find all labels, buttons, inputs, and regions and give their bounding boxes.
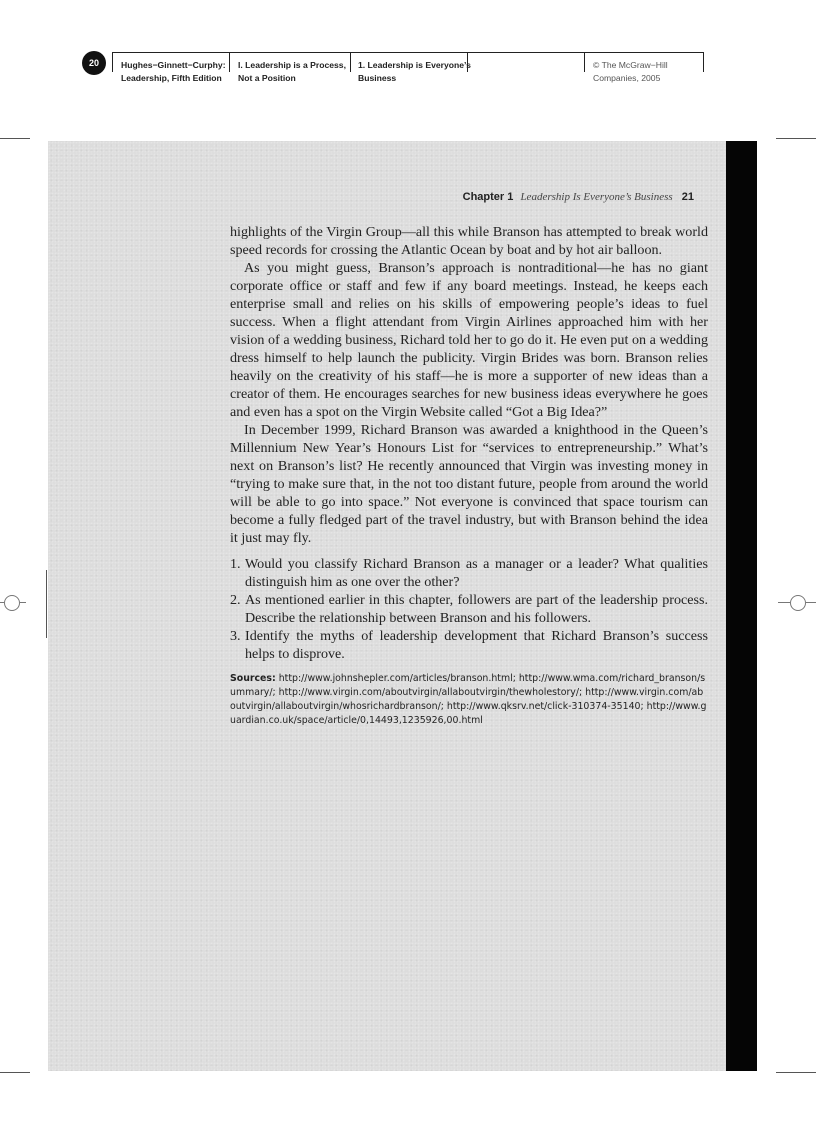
registration-mark-line bbox=[0, 602, 4, 603]
question-number: 3. bbox=[230, 628, 241, 644]
scanned-page bbox=[48, 141, 726, 1071]
registration-mark bbox=[4, 595, 20, 611]
header-copyright-line2: Companies, 2005 bbox=[593, 72, 661, 83]
header-part-line1: I. Leadership is a Process, bbox=[238, 60, 346, 70]
crop-mark bbox=[776, 1072, 816, 1073]
question-number: 2. bbox=[230, 592, 241, 608]
header-divider bbox=[112, 52, 113, 72]
registration-mark-line bbox=[20, 602, 26, 603]
running-head bbox=[463, 191, 694, 203]
header-rule bbox=[112, 52, 704, 53]
crop-mark bbox=[46, 570, 47, 638]
crop-mark bbox=[0, 138, 30, 139]
discussion-questions bbox=[230, 555, 708, 663]
header-copyright-line1: © The McGraw−Hill bbox=[593, 60, 668, 70]
header-chapter bbox=[358, 59, 471, 84]
header-part bbox=[238, 59, 346, 84]
header-divider bbox=[229, 52, 230, 72]
question-item bbox=[230, 591, 708, 627]
header-chapter-line2: Business bbox=[358, 72, 397, 83]
header-author-line1: Hughes−Ginnett−Curphy: bbox=[121, 60, 226, 70]
header-divider bbox=[350, 52, 351, 72]
header-copyright bbox=[593, 59, 668, 84]
header-divider bbox=[584, 52, 585, 72]
sources-text: http://www.johnshepler.com/articles/branson.html; http://www.wma.com/richard_branson/summary/; http://www.virgin.com/aboutvirgin/allaboutvirgin/thewholestory/; http://www.virgin.com/aboutvirgin/allaboutvirgin/whosrichardbranson/; http://www.qksrv.net/click-310374-35140; http://www.guardian.co.uk/space/article/0,14493,1235926,00.html bbox=[230, 673, 707, 726]
question-text: Would you classify Richard Branson as a manager or a leader? What qualities distinguish him as one over the other? bbox=[245, 556, 708, 590]
running-head-page-number: 21 bbox=[681, 191, 694, 203]
header-chapter-line1: 1. Leadership is Everyone’s bbox=[358, 60, 471, 70]
running-head-title: Leadership Is Everyone’s Business bbox=[520, 191, 673, 203]
header-author-line2: Leadership, Fifth Edition bbox=[121, 72, 222, 83]
registration-mark-line bbox=[806, 602, 816, 603]
question-text: As mentioned earlier in this chapter, followers are part of the leadership process. Describe the relationship between Branson and his followers. bbox=[245, 592, 708, 626]
paragraph: highlights of the Virgin Group—all this while Branson has attempted to break world speed records for crossing the Atlantic Ocean by boat and by hot air balloon. bbox=[230, 224, 708, 258]
running-head-chapter: Chapter 1 bbox=[462, 191, 514, 203]
crop-mark bbox=[0, 1072, 30, 1073]
paragraph: As you might guess, Branson’s approach is nontraditional—he has no giant corporate office or staff and few if any board meetings. Instead, he keeps each enterprise small and relies on his skills of empowering people’s ideas to fuel success. When a flight attendant from Virgin Airlines approached him with her vision of a wedding business, Richard told her to go do it. He even put on a wedding dress himself to help launch the publicity. Virgin Brides was born. Branson relies heavily on the creativity of his staff—he is more a supporter of new ideas than a creator of them. He encourages searches for new business ideas everywhere he goes and even has a spot on the Virgin Website called “Got a Big Idea?” bbox=[230, 260, 708, 420]
registration-mark bbox=[790, 595, 806, 611]
question-item bbox=[230, 627, 708, 663]
header-author bbox=[121, 59, 226, 84]
registration-mark-line bbox=[778, 602, 790, 603]
sources-note bbox=[230, 672, 708, 728]
question-text: Identify the myths of leadership development that Richard Branson’s success helps to disprove. bbox=[245, 628, 708, 662]
question-item bbox=[230, 555, 708, 591]
body-text bbox=[230, 223, 708, 728]
sources-label: Sources: bbox=[230, 673, 276, 684]
header-part-line2: Not a Position bbox=[238, 72, 296, 83]
header-divider bbox=[703, 52, 704, 72]
paragraph: In December 1999, Richard Branson was awarded a knighthood in the Queen’s Millennium New Year’s Honours List for “services to entrepreneurship.” What’s next on Branson’s list? He recently announced that Virgin was investing money in “trying to make sure that, in the not too distant future, people from around the world will be able to go into space.” Not everyone is convinced that space tourism can become a fully fledged part of the travel industry, but with Branson behind the idea it just may fly. bbox=[230, 422, 708, 546]
question-number: 1. bbox=[230, 556, 241, 572]
page-edge-band bbox=[726, 141, 757, 1071]
crop-mark bbox=[776, 138, 816, 139]
page-number-badge: 20 bbox=[82, 51, 106, 75]
